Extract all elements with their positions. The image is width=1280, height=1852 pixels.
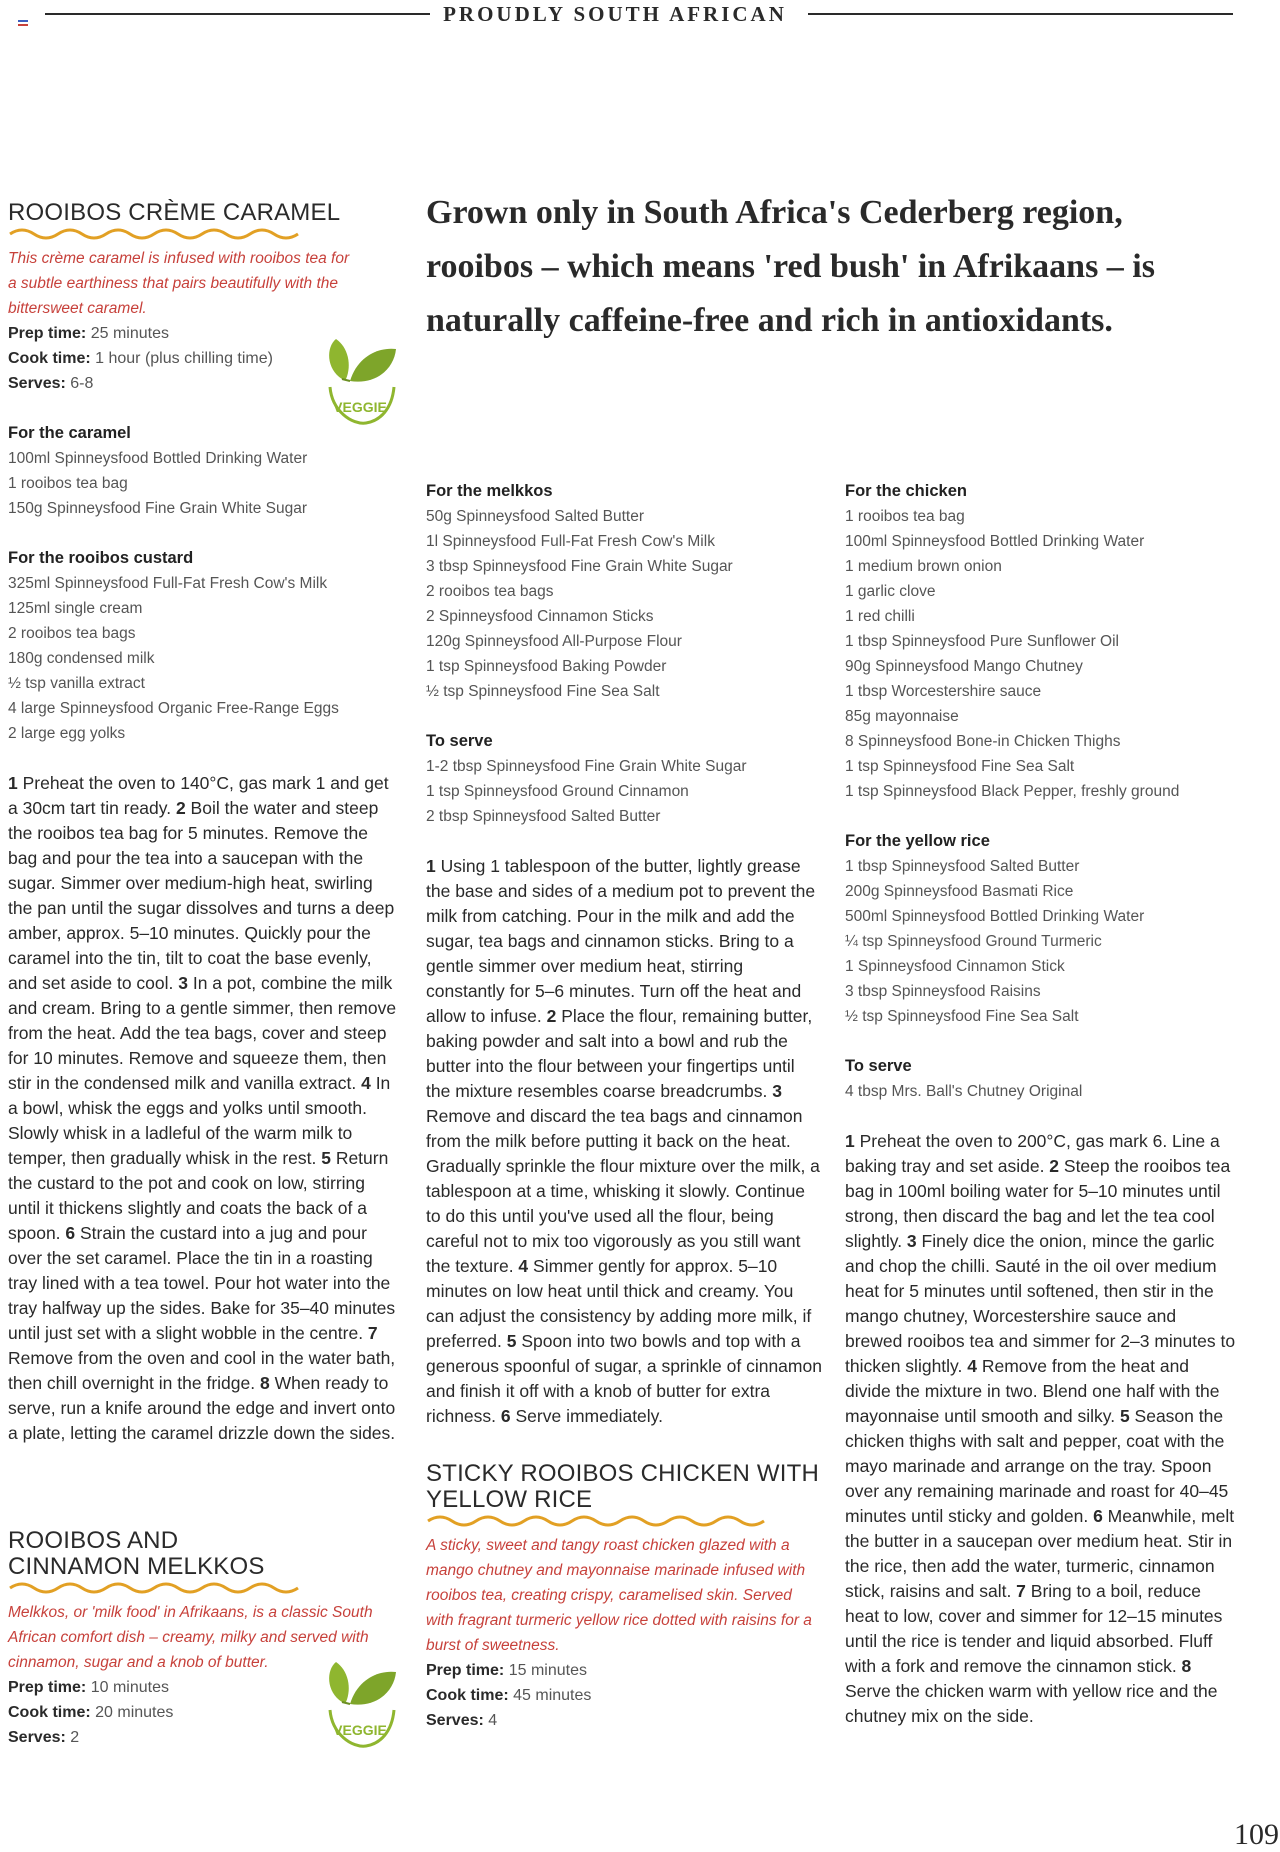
ingredient: ½ tsp Spinneysfood Fine Sea Salt [845, 1008, 1079, 1025]
ingredient: 2 rooibos tea bags [8, 625, 136, 642]
prep-time: Prep time: 25 minutes [8, 325, 169, 342]
wave-divider [8, 226, 308, 242]
section-heading: For the caramel [8, 424, 131, 442]
header-rule-left [45, 13, 430, 15]
cook-time: Cook time: 45 minutes [426, 1687, 592, 1704]
ingredient: 3 tbsp Spinneysfood Raisins [845, 983, 1041, 1000]
ingredient: 1 medium brown onion [845, 558, 1002, 575]
ingredient: 2 rooibos tea bags [426, 583, 554, 600]
section-heading: To serve [426, 732, 493, 750]
serves: Serves: 6-8 [8, 375, 94, 392]
section-title: PROUDLY SOUTH AFRICAN [443, 2, 787, 26]
ingredient: 50g Spinneysfood Salted Butter [426, 508, 645, 525]
page-number: 109 [1234, 1818, 1279, 1851]
ingredient: 1 tbsp Spinneysfood Pure Sunflower Oil [845, 633, 1119, 650]
ingredient-list [426, 754, 822, 829]
ingredient: 1 Spinneysfood Cinnamon Stick [845, 958, 1065, 975]
ingredient: 100ml Spinneysfood Bottled Drinking Water [845, 533, 1145, 550]
recipe-chicken-intro [426, 1461, 822, 1733]
serves: Serves: 4 [426, 1712, 498, 1729]
recipe-title-line1: ROOIBOS AND [8, 1527, 179, 1554]
method-text: 1 Using 1 tablespoon of the butter, lightly grease the base and sides of a medium pot to prevent the milk from catching. Pour in the milk and add the sugar, tea bags and cinnamon sticks. Bring to a gentle simmer over medium heat, stirring constantly for 5–6 minutes. Turn off the heat and allow to infuse. 2 Place the flour, remaining butter, baking powder and salt into a bowl and rub the butter into the flour between your fingertips until the mixture resembles coarse breadcrumbs. 3 Remove and discard the tea bags and cinnamon from the milk before putting it back on the heat. Gradually sprinkle the flour mixture over the milk, a tablespoon at a time, whisking it slowly. Continue to do this until you've used all the flour, being careful not to mix too vigorously as you still want the texture. 4 Simmer gently for approx. 5–10 minutes on low heat until thick and creamy. You can adjust the consistency by adding more milk, if preferred. 5 Spoon into two bowls and top with a generous spoonful of sugar, a sprinkle of cinnamon and finish it off with a knob of butter for extra richness. 6 Serve immediately. [426, 856, 822, 1426]
recipe-title-line2: YELLOW RICE [426, 1486, 593, 1513]
header-rule-right [808, 13, 1233, 15]
ingredient: ¼ tsp Spinneysfood Ground Turmeric [845, 933, 1102, 950]
recipe-intro: This crème caramel is infused with rooibos tea for a subtle earthiness that pairs beautifully with the bittersweet caramel. [8, 250, 350, 317]
ingredient: 4 large Spinneysfood Organic Free-Range Eggs [8, 700, 339, 717]
section-heading: For the rooibos custard [8, 549, 194, 567]
ingredient: 1 tsp Spinneysfood Baking Powder [426, 658, 667, 675]
ingredient: 2 tbsp Spinneysfood Salted Butter [426, 808, 661, 825]
section-heading: For the melkkos [426, 482, 553, 500]
ingredient: 2 Spinneysfood Cinnamon Sticks [426, 608, 654, 625]
ingredient: ½ tsp vanilla extract [8, 675, 145, 692]
section-heading: For the chicken [845, 482, 967, 500]
cook-time: Cook time: 20 minutes [8, 1704, 174, 1721]
recipe-meta [426, 1658, 822, 1733]
ingredient: 1 red chilli [845, 608, 915, 625]
prep-time: Prep time: 15 minutes [426, 1662, 587, 1679]
recipe-title-line2: CINNAMON MELKKOS [8, 1553, 265, 1580]
ingredient-list [426, 504, 822, 704]
pull-quote: Grown only in South Africa's Cederberg region, rooibos – which means 'red bush' in Afrikaans – is naturally caffeine-free and rich in antioxidants. [426, 194, 1155, 339]
ingredient: 100ml Spinneysfood Bottled Drinking Water [8, 450, 308, 467]
ingredient: 1 tbsp Spinneysfood Salted Butter [845, 858, 1080, 875]
section-heading: For the yellow rice [845, 832, 990, 850]
ingredient: 1 tsp Spinneysfood Black Pepper, freshly ground [845, 783, 1180, 800]
wave-divider [8, 1580, 308, 1596]
ingredient-list [8, 571, 398, 746]
veggie-badge [322, 335, 398, 432]
method-text: 1 Preheat the oven to 200°C, gas mark 6. Line a baking tray and set aside. 2 Steep the rooibos tea bag in 100ml boiling water for 5–10 minutes until strong, then discard the bag and let the tea cool slightly. 3 Finely dice the onion, mince the garlic and chop the chilli. Sauté in the oil over medium heat for 5 minutes until softened, then stir in the mango chutney, Worcestershire sauce and brewed rooibos tea and simmer for 2–3 minutes to thicken slightly. 4 Remove from the heat and divide the mixture in two. Blend one half with the mayonnaise until smooth and silky. 5 Season the chicken thighs with salt and pepper, coat with the mayo marinade and arrange on the tray. Spoon over any remaining marinade and roast for 40–45 minutes until sticky and golden. 6 Meanwhile, melt the butter in a saucepan over medium heat. Stir in the rice, then add the water, turmeric, cinnamon stick, raisins and salt. 7 Bring to a boil, reduce heat to low, cover and simmer for 12–15 minutes until the rice is tender and liquid absorbed. Fluff with a fork and remove the cinnamon stick. 8 Serve the chicken warm with yellow rice and the chutney mix on the side. [845, 1131, 1236, 1726]
ingredient: 1 tsp Spinneysfood Ground Cinnamon [426, 783, 689, 800]
section-heading: To serve [845, 1057, 912, 1075]
ingredient: 150g Spinneysfood Fine Grain White Sugar [8, 500, 307, 517]
ingredient: 1 rooibos tea bag [845, 508, 965, 525]
recipe-intro: Melkkos, or 'milk food' in Afrikaans, is a classic South African comfort dish – creamy, milky and served with cinnamon, sugar and a knob of butter. [8, 1604, 373, 1671]
ingredient: 1 tsp Spinneysfood Fine Sea Salt [845, 758, 1075, 775]
ingredient: 1 tbsp Worcestershire sauce [845, 683, 1042, 700]
ingredient: 325ml Spinneysfood Full-Fat Fresh Cow's Milk [8, 575, 328, 592]
ingredient: 200g Spinneysfood Basmati Rice [845, 883, 1074, 900]
veggie-badge-label: VEGGIE [333, 1722, 387, 1738]
ingredient: 120g Spinneysfood All-Purpose Flour [426, 633, 682, 650]
recipe-title: ROOIBOS CRÈME CARAMEL [8, 199, 341, 226]
ingredient: 8 Spinneysfood Bone-in Chicken Thighs [845, 733, 1121, 750]
ingredient-list [845, 1079, 1237, 1104]
method-text: 1 Preheat the oven to 140°C, gas mark 1 and get a 30cm tart tin ready. 2 Boil the water and steep the rooibos tea bag for 5 minutes. Remove the bag and pour the tea into a saucepan with the sugar. Simmer over medium-high heat, swirling the pan until the sugar dissolves and turns a deep amber, approx. 5–10 minutes. Quickly pour the caramel into the tin, tilt to coat the base evenly, and set aside to cool. 3 In a pot, combine the milk and cream. Bring to a gentle simmer, then remove from the heat. Add the tea bags, cover and steep for 10 minutes. Remove and squeeze them, then stir in the condensed milk and vanilla extract. 4 In a bowl, whisk the eggs and yolks until smooth. Slowly whisk in a ladleful of the warm milk to temper, then gradually whisk in the rest. 5 Return the custard to the pot and cook on low, stirring until it thickens slightly and coats the back of a spoon. 6 Strain the custard into a jug and pour over the set caramel. Place the tin in a roasting tray lined with a tea towel. Pour hot water into the tray halfway up the sides. Bake for 35–40 minutes until just set with a slight wobble in the centre. 7 Remove from the oven and cool in the water bath, then chill overnight in the fridge. 8 When ready to serve, run a knife around the edge and invert onto a plate, letting the caramel drizzle down the sides. [8, 773, 397, 1443]
ingredient: 1 rooibos tea bag [8, 475, 128, 492]
serves: Serves: 2 [8, 1729, 80, 1746]
ingredient-list [8, 446, 398, 521]
recipe-title-line1: STICKY ROOIBOS CHICKEN WITH [426, 1460, 819, 1487]
cook-time: Cook time: 1 hour (plus chilling time) [8, 350, 273, 367]
prep-time: Prep time: 10 minutes [8, 1679, 169, 1696]
ingredient: 85g mayonnaise [845, 708, 959, 725]
veggie-badge-label: VEGGIE [333, 399, 387, 415]
ingredient-list [845, 854, 1237, 1029]
ingredient: 4 tbsp Mrs. Ball's Chutney Original [845, 1083, 1083, 1100]
ingredient: 1l Spinneysfood Full-Fat Fresh Cow's Milk [426, 533, 715, 550]
wave-divider [426, 1513, 786, 1529]
ingredient: 3 tbsp Spinneysfood Fine Grain White Sugar [426, 558, 733, 575]
ingredient: 1 garlic clove [845, 583, 936, 600]
ingredient: 180g condensed milk [8, 650, 155, 667]
ingredient-list [845, 504, 1237, 804]
ingredient: 2 large egg yolks [8, 725, 126, 742]
recipe-chicken-body [845, 479, 1237, 1729]
menu-icon[interactable] [18, 20, 28, 28]
ingredient: 90g Spinneysfood Mango Chutney [845, 658, 1083, 675]
ingredient: 500ml Spinneysfood Bottled Drinking Water [845, 908, 1145, 925]
veggie-badge [322, 1658, 398, 1755]
recipe-intro: A sticky, sweet and tangy roast chicken glazed with a mango chutney and mayonnaise marinade infused with rooibos tea, creating crispy, caramelised skin. Served with fragrant turmeric yellow rice dotted with raisins for a burst of sweetness. [426, 1537, 812, 1654]
ingredient: 125ml single cream [8, 600, 143, 617]
recipe-melkkos-body [426, 479, 822, 1733]
ingredient: ½ tsp Spinneysfood Fine Sea Salt [426, 683, 660, 700]
ingredient: 1-2 tbsp Spinneysfood Fine Grain White Sugar [426, 758, 747, 775]
